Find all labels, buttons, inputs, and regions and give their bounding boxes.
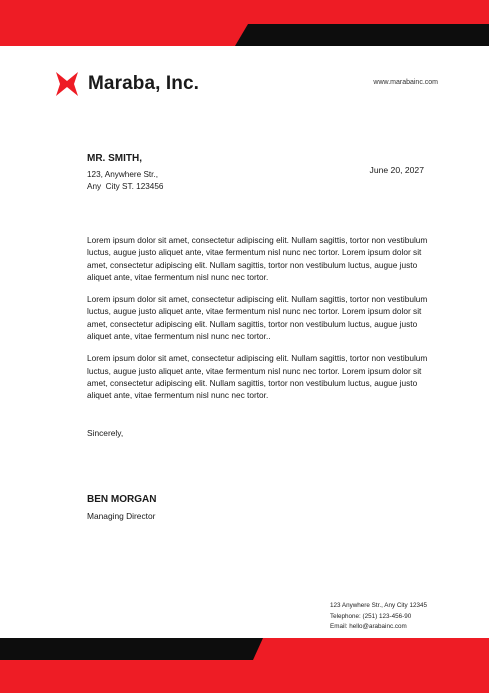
footer-black-bar	[0, 638, 263, 660]
company-logo	[56, 72, 199, 96]
header-band	[0, 0, 489, 46]
letter-body	[87, 234, 432, 412]
footer-email[interactable]: Email: hello@arabainc.com	[330, 623, 407, 630]
website-link[interactable]: www.marabainc.com	[373, 79, 438, 86]
footer-contact	[330, 601, 427, 633]
body-paragraph-2: Lorem ipsum dolor sit amet, consectetur adipiscing elit. Nullam sagittis, tortor non vestibulum luctus, augue justo aliquet ante, vitae fermentum nisl nunc nec tortor. Lorem ipsum dolor sit amet, consectetur adipiscing elit. Nullam sagittis, tortor non vestibulum luctus, augue justo aliquet ante, vitae fermentum nisl nunc nec tortor..	[87, 294, 428, 342]
recipient-block	[87, 153, 163, 193]
body-paragraph-1: Lorem ipsum dolor sit amet, consectetur adipiscing elit. Nullam sagittis, tortor non vestibulum luctus, augue justo aliquet ante, vitae fermentum nisl nunc nec tortor. Lorem ipsum dolor sit amet, consectetur adipiscing elit. Nullam sagittis, tortor non vestibulum luctus, augue justo aliquet ante, vitae fermentum nisl nunc nec tortor.	[87, 235, 428, 282]
signer-block	[87, 494, 156, 521]
footer-address: 123 Anywhere Str., Any City 12345	[330, 602, 427, 609]
company-name: Maraba, Inc.	[88, 73, 200, 94]
butterfly-x-logo-icon	[56, 72, 78, 96]
recipient-address-line2: Any City ST. 123456	[87, 182, 164, 191]
header-black-bar	[235, 24, 489, 46]
signer-title: Managing Director	[87, 511, 156, 521]
footer-band	[0, 638, 489, 693]
recipient-address-line1: 123, Anywhere Str.,	[87, 170, 158, 179]
letter-date: June 20, 2027	[369, 165, 424, 175]
letter-closing: Sincerely,	[87, 428, 124, 438]
body-paragraph-3: Lorem ipsum dolor sit amet, consectetur adipiscing elit. Nullam sagittis, tortor non vestibulum luctus, augue justo aliquet ante, vitae fermentum nisl nunc nec tortor. Lorem ipsum dolor sit amet, consectetur adipiscing elit. Nullam sagittis, tortor non vestibulum luctus, augue justo aliquet ante, vitae fermentum nisl nunc nec tortor.	[87, 353, 428, 401]
recipient-name: MR. SMITH,	[87, 153, 142, 164]
footer-telephone: Telephone: (251) 123-456-90	[330, 612, 412, 620]
signer-name: BEN MORGAN	[87, 494, 157, 505]
